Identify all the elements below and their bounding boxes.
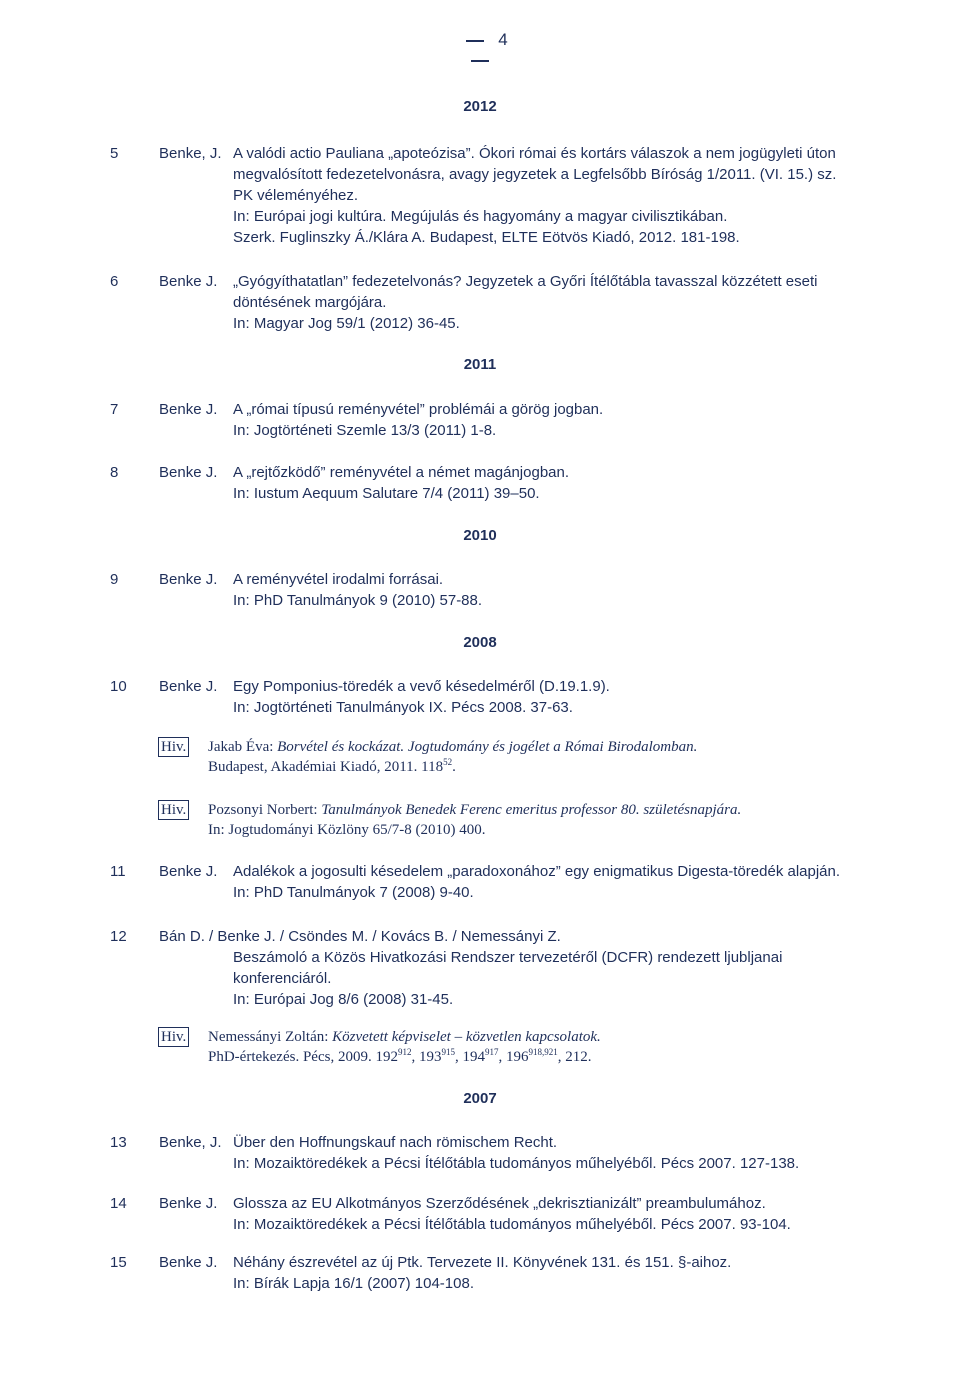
citation-source: PhD-értekezés. Pécs, 2009. $192^{912}$, $193^{915}$, $194^{917}$, 196$^{918,921}$, 212. — [208, 1047, 592, 1065]
entry-line: Egy Pomponius-töredék a vevő késedelméről (D.19.1.9). — [233, 678, 610, 695]
entry-line: In: Bírák Lapja 16/1 (2007) 104-108. — [233, 1275, 474, 1292]
year-heading-2010: 2010 — [463, 527, 497, 544]
entry-author: Benke J. — [159, 863, 218, 880]
entry-line: In: Iustum Aequum Salutare 7/4 (2011) 39–50. — [233, 485, 540, 502]
entry-line: In: Európai jogi kultúra. Megújulás és hagyomány a magyar civilisztikában. — [233, 208, 728, 225]
entry-body — [233, 1193, 873, 1235]
citation-title: Borvétel és kockázat. Jogtudomány és jogélet a Római Birodalomban. — [277, 739, 698, 755]
entry-number: 10 — [110, 678, 127, 695]
citation-body: Jakab Éva: Borvétel és kockázat. Jogtudomány és jogélet a Római Birodalomban. Budapest, Akadémiai Kiadó, 2011. $118^{52}$. — [208, 739, 698, 775]
entry-line: In: Mozaiktöredékek a Pécsi Ítélőtábla tudományos műhelyéből. Pécs 2007. 93-104. — [233, 1216, 791, 1233]
citation-tag: Hiv. — [158, 800, 189, 820]
entry-number: 8 — [110, 464, 119, 481]
year-heading-2012: 2012 — [463, 98, 497, 115]
entry-author: Benke J. — [159, 678, 218, 695]
entry-author: Benke J. — [159, 464, 218, 481]
entry-author: Benke J. — [159, 571, 218, 588]
citation-title: Közvetett képviselet – közvetlen kapcsolatok. — [332, 1029, 601, 1045]
entry-line: Szerk. Fuglinszky Á./Klára A. Budapest, ELTE Eötvös Kiadó, 2012. 181-198. — [233, 229, 740, 246]
entry-author: Benke, J. — [159, 1134, 222, 1151]
entry-number: 15 — [110, 1254, 127, 1271]
entry-number: 13 — [110, 1134, 127, 1151]
entry-number: 14 — [110, 1195, 127, 1212]
entry-author: Benke J. — [159, 401, 218, 418]
entry-line: A „római típusú reményvétel” problémái a görög jogban. — [233, 401, 604, 418]
entry-line: In: Magyar Jog 59/1 (2012) 36-45. — [233, 315, 460, 332]
entry-body — [233, 399, 873, 441]
citation-body — [208, 800, 868, 840]
entry-number: 12 — [110, 928, 127, 945]
entry-body — [233, 1252, 873, 1294]
year-heading-2007: 2007 — [463, 1090, 497, 1107]
entry-body — [233, 462, 873, 504]
citation-page-sup: 52 — [443, 757, 453, 767]
entry-line: A valódi actio Pauliana „apoteózisa”. Ókori római és kortárs válaszok a nem jogügyleti úton — [233, 145, 836, 162]
entry-line: döntésének margójára. — [233, 294, 387, 311]
entry-author: Benke J. — [159, 1195, 218, 1212]
entry-body — [233, 271, 873, 334]
entry-line: PK véleményéhez. — [233, 187, 359, 204]
entry-author: Bán D. / Benke J. / Csöndes M. / Kovács B. / Nemessányi Z. — [159, 928, 561, 945]
citation-tag: Hiv. — [158, 1027, 189, 1047]
citation-source: In: Jogtudományi Közlöny 65/7-8 (2010) 400. — [208, 822, 486, 838]
entry-line: Beszámoló a Közös Hivatkozási Rendszer tervezetéről (DCFR) rendezett ljubljanai — [233, 949, 783, 966]
entry-body — [233, 569, 873, 611]
entry-number: 6 — [110, 273, 119, 290]
citation-tag: Hiv. — [158, 737, 189, 757]
entry-line: „Gyógyíthatatlan” fedezetelvonás? Jegyzetek a Győri Ítélőtábla tavasszal közzétett eseti — [233, 273, 818, 290]
entry-line: Über den Hoffnungskauf nach römischem Recht. — [233, 1134, 558, 1151]
entry-body — [233, 861, 873, 903]
page-number: 4 — [440, 30, 520, 70]
citation-author: Jakab Éva: — [208, 739, 274, 755]
entry-author: Benke J. — [159, 1254, 218, 1271]
citation-title: Tanulmányok Benedek Ferenc emeritus professor 80. születésnapjára. — [321, 802, 742, 818]
entry-number: 11 — [110, 863, 126, 880]
dash-right — [471, 60, 489, 62]
entry-line: Néhány észrevétel az új Ptk. Tervezete II. Könyvének 131. és 151. §-aihoz. — [233, 1254, 732, 1271]
entry-line: Adalékok a jogosulti késedelem „paradoxonához” egy enigmatikus Digesta-töredék alapján. — [233, 863, 841, 880]
entry-line: In: Mozaiktöredékek a Pécsi Ítélőtábla tudományos műhelyéből. Pécs 2007. 127-138. — [233, 1155, 800, 1172]
dash-left — [466, 40, 484, 42]
entry-line: megvalósított fedezetelvonásra, avagy jegyzetek a Legfelsőbb Bíróság 1/2011. (VI. 15.) sz. — [233, 166, 837, 183]
year-heading-2011: 2011 — [463, 356, 497, 373]
year-heading-2008: 2008 — [463, 634, 497, 651]
entry-line: In: Jogtörténeti Szemle 13/3 (2011) 1-8. — [233, 422, 497, 439]
entry-line: A „rejtőzködő” reményvétel a német magánjogban. — [233, 464, 570, 481]
entry-number: 9 — [110, 571, 119, 588]
citation-body — [208, 1027, 868, 1067]
entry-line: In: PhD Tanulmányok 7 (2008) 9-40. — [233, 884, 474, 901]
entry-number: 5 — [110, 145, 119, 162]
entry-body — [233, 947, 873, 1010]
entry-body — [233, 676, 873, 718]
citation-author: Nemessányi Zoltán: — [208, 1029, 329, 1045]
entry-line: konferenciáról. — [233, 970, 332, 987]
citation-author: Pozsonyi Norbert: — [208, 802, 318, 818]
entry-line: In: Európai Jog 8/6 (2008) 31-45. — [233, 991, 454, 1008]
entry-line: Glossza az EU Alkotmányos Szerződésének „dekrisztianizált” preambulumához. — [233, 1195, 766, 1212]
entry-author: Benke J. — [159, 273, 218, 290]
entry-number: 7 — [110, 401, 119, 418]
citation-source: Budapest, Akadémiai Kiadó, 2011. 118 — [208, 759, 444, 775]
entry-line: In: PhD Tanulmányok 9 (2010) 57-88. — [233, 592, 483, 609]
entry-author: Benke, J. — [159, 145, 222, 162]
entry-body — [233, 1132, 873, 1174]
entry-line: A reményvétel irodalmi forrásai. — [233, 571, 444, 588]
entry-line: In: Jogtörténeti Tanulmányok IX. Pécs 2008. 37-63. — [233, 699, 573, 716]
entry-body — [233, 143, 873, 248]
